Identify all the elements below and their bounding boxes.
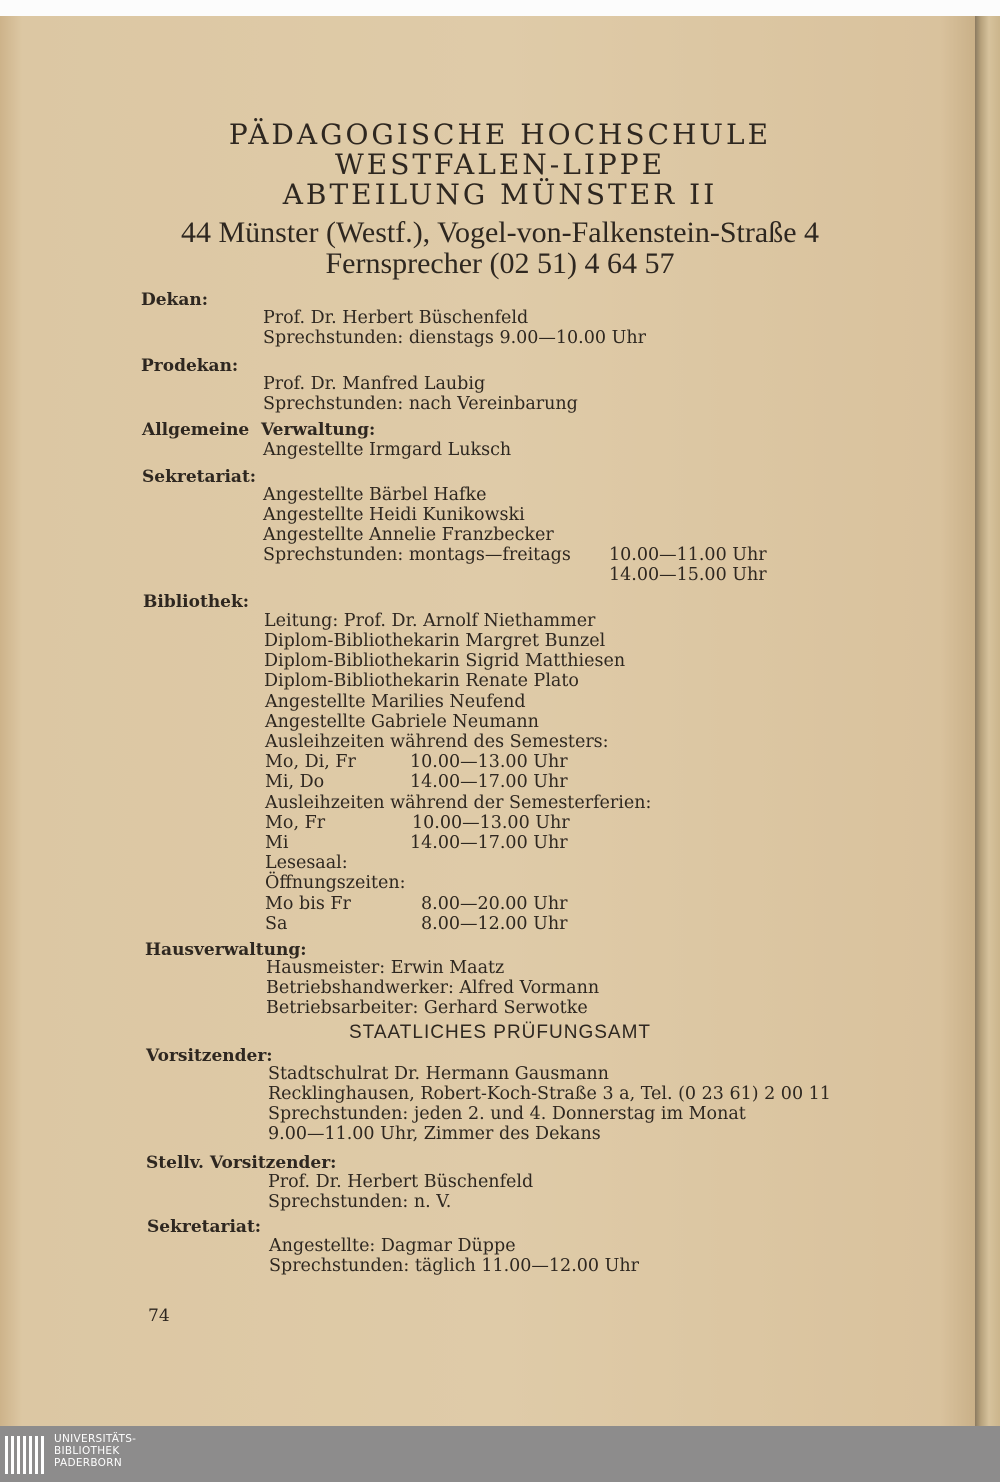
institution-phone: Fernsprecher (02 51) 4 64 57 <box>325 247 675 280</box>
bibliothek-staff: Angestellte Marilies Neufend <box>265 692 526 712</box>
sekretariat-hours-2: 14.00—15.00 Uhr <box>609 565 767 585</box>
stellv-vorsitzender-line: Prof. Dr. Herbert Büschenfeld <box>268 1172 534 1192</box>
sekretariat-hours-label: Sprechstunden: montags—freitags <box>263 545 571 565</box>
verwaltung-name: Angestellte Irmgard Luksch <box>263 440 512 460</box>
hours-time: 10.00—13.00 Uhr <box>410 752 568 772</box>
sekretariat-staff: Angestellte Annelie Franzbecker <box>263 525 554 545</box>
bibliothek-staff: Diplom-Bibliothekarin Margret Bunzel <box>264 631 606 651</box>
hausverwaltung-staff: Betriebsarbeiter: Gerhard Serwotke <box>266 998 588 1018</box>
library-name-line: UNIVERSITÄTS- <box>54 1433 137 1445</box>
hours-time: 14.00—17.00 Uhr <box>410 833 568 853</box>
hours-days: Sa <box>265 914 288 934</box>
library-logo-icon <box>4 1432 48 1476</box>
library-name <box>54 1433 164 1469</box>
bibliothek-staff: Diplom-Bibliothekarin Renate Plato <box>264 671 579 691</box>
vorsitzender-line: 9.00—11.00 Uhr, Zimmer des Dekans <box>268 1124 601 1144</box>
prodekan-name: Prof. Dr. Manfred Laubig <box>263 374 486 394</box>
semester-hours-label: Ausleihzeiten während des Semesters: <box>265 732 609 752</box>
hours-days: Mo bis Fr <box>265 894 351 914</box>
bibliothek-staff: Leitung: Prof. Dr. Arnolf Niethammer <box>264 611 596 631</box>
hausverwaltung-staff: Hausmeister: Erwin Maatz <box>266 958 505 978</box>
prodekan-hours: Sprechstunden: nach Vereinbarung <box>263 394 578 414</box>
bibliothek-label: Bibliothek: <box>143 592 250 612</box>
pruefungsamt-sekretariat-line: Angestellte: Dagmar Düppe <box>269 1236 516 1256</box>
bibliothek-staff: Angestellte Gabriele Neumann <box>265 712 539 732</box>
stellv-vorsitzender-line: Sprechstunden: n. V. <box>268 1192 452 1212</box>
library-name-line: PADERBORN <box>54 1457 122 1469</box>
pruefungsamt-sekretariat-line: Sprechstunden: täglich 11.00—12.00 Uhr <box>269 1256 639 1276</box>
page-number: 74 <box>148 1306 170 1326</box>
lesesaal-label: Lesesaal: <box>265 853 348 873</box>
sekretariat-label: Sekretariat: <box>142 467 257 487</box>
hausverwaltung-label: Hausverwaltung: <box>145 940 307 960</box>
top-margin <box>0 0 1000 16</box>
vorsitzender-label: Vorsitzender: <box>146 1046 273 1066</box>
pruefungsamt-heading: STAATLICHES PRÜFUNGSAMT <box>348 1022 652 1043</box>
dekan-name: Prof. Dr. Herbert Büschenfeld <box>263 308 529 328</box>
bibliothek-staff: Diplom-Bibliothekarin Sigrid Matthiesen <box>264 651 626 671</box>
hours-days: Mi <box>265 833 289 853</box>
hours-days: Mo, Fr <box>265 813 326 833</box>
vorsitzender-line: Sprechstunden: jeden 2. und 4. Donnerstag im Monat <box>268 1104 746 1124</box>
stellv-vorsitzender-label: Stellv. Vorsitzender: <box>146 1153 337 1173</box>
institution-title: PÄDAGOGISCHE HOCHSCHULE <box>228 118 772 151</box>
sekretariat-hours-1: 10.00—11.00 Uhr <box>609 545 767 565</box>
vorsitzender-line: Recklinghausen, Robert-Koch-Straße 3 a, Tel. (0 23 61) 2 00 11 <box>268 1084 831 1104</box>
prodekan-label: Prodekan: <box>141 356 239 376</box>
hours-time: 8.00—20.00 Uhr <box>421 894 568 914</box>
hours-time: 10.00—13.00 Uhr <box>412 813 570 833</box>
sekretariat-staff: Angestellte Heidi Kunikowski <box>263 505 525 525</box>
library-name-line: BIBLIOTHEK <box>54 1445 120 1457</box>
institution-department: ABTEILUNG MÜNSTER II <box>282 178 718 211</box>
hours-time: 14.00—17.00 Uhr <box>410 772 568 792</box>
hausverwaltung-staff: Betriebshandwerker: Alfred Vormann <box>266 978 600 998</box>
verwaltung-label-b: Verwaltung: <box>261 420 376 440</box>
verwaltung-label-a: Allgemeine <box>142 420 250 440</box>
ferien-hours-label: Ausleihzeiten während der Semesterferien: <box>265 793 652 813</box>
hours-days: Mi, Do <box>265 772 325 792</box>
dekan-hours: Sprechstunden: dienstags 9.00—10.00 Uhr <box>263 328 646 348</box>
institution-region: WESTFALEN-LIPPE <box>334 148 666 181</box>
dekan-label: Dekan: <box>141 290 208 310</box>
sekretariat-staff: Angestellte Bärbel Hafke <box>263 485 487 505</box>
oeffnungszeiten-label: Öffnungszeiten: <box>265 873 406 893</box>
pruefungsamt-sekretariat-label: Sekretariat: <box>147 1217 262 1237</box>
hours-time: 8.00—12.00 Uhr <box>421 914 568 934</box>
vorsitzender-line: Stadtschulrat Dr. Hermann Gausmann <box>268 1064 609 1084</box>
hours-days: Mo, Di, Fr <box>265 752 356 772</box>
institution-address: 44 Münster (Westf.), Vogel-von-Falkenstein-Straße 4 <box>180 216 820 249</box>
library-footer <box>0 1426 1000 1482</box>
